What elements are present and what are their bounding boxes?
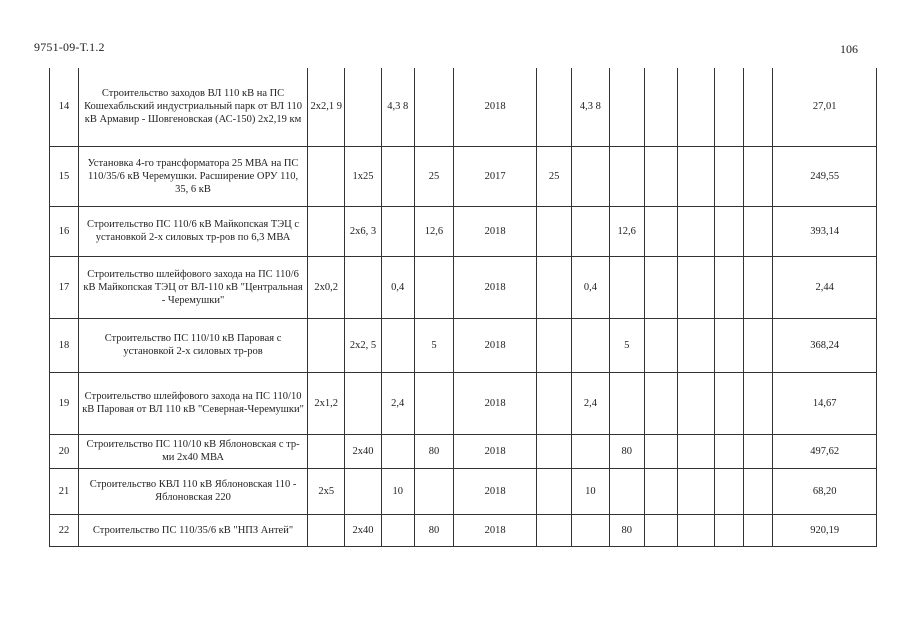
line-length-cell: 2х5 bbox=[308, 468, 345, 514]
capacity-cell-2018: 12,6 bbox=[609, 206, 644, 256]
cost-cell: 2,44 bbox=[773, 256, 877, 318]
year-cell: 2018 bbox=[454, 318, 537, 372]
value-cell-2017: 25 bbox=[537, 146, 572, 206]
line-length-cell bbox=[308, 318, 345, 372]
projects-table bbox=[49, 68, 877, 547]
empty-cell bbox=[644, 318, 677, 372]
table-row bbox=[50, 256, 877, 318]
length-cell-2018: 10 bbox=[572, 468, 609, 514]
total-capacity-cell: 80 bbox=[414, 434, 453, 468]
empty-cell bbox=[744, 206, 773, 256]
empty-cell bbox=[677, 68, 714, 146]
empty-cell bbox=[715, 68, 744, 146]
document-code: 9751-09-Т.1.2 bbox=[34, 40, 105, 54]
total-length-cell: 0,4 bbox=[381, 256, 414, 318]
empty-cell bbox=[644, 434, 677, 468]
value-cell-2017 bbox=[537, 68, 572, 146]
line-length-cell bbox=[308, 146, 345, 206]
table-row bbox=[50, 206, 877, 256]
empty-cell bbox=[744, 514, 773, 546]
empty-cell bbox=[677, 372, 714, 434]
total-length-cell: 4,3 8 bbox=[381, 68, 414, 146]
year-cell: 2017 bbox=[454, 146, 537, 206]
table-row bbox=[50, 146, 877, 206]
empty-cell bbox=[744, 68, 773, 146]
transformer-count-cell bbox=[345, 372, 381, 434]
total-length-cell bbox=[381, 318, 414, 372]
empty-cell bbox=[744, 372, 773, 434]
total-length-cell bbox=[381, 514, 414, 546]
total-length-cell bbox=[381, 146, 414, 206]
total-capacity-cell: 12,6 bbox=[414, 206, 453, 256]
total-length-cell bbox=[381, 434, 414, 468]
row-number: 16 bbox=[50, 206, 79, 256]
line-length-cell bbox=[308, 434, 345, 468]
transformer-count-cell: 2х40 bbox=[345, 434, 381, 468]
year-cell: 2018 bbox=[454, 434, 537, 468]
value-cell-2017 bbox=[537, 468, 572, 514]
length-cell-2018 bbox=[572, 318, 609, 372]
empty-cell bbox=[715, 146, 744, 206]
empty-cell bbox=[677, 434, 714, 468]
row-number: 22 bbox=[50, 514, 79, 546]
row-number: 15 bbox=[50, 146, 79, 206]
length-cell-2018: 2,4 bbox=[572, 372, 609, 434]
page-number: 106 bbox=[840, 42, 858, 56]
table-row bbox=[50, 514, 877, 546]
empty-cell bbox=[677, 146, 714, 206]
empty-cell bbox=[744, 318, 773, 372]
table-row bbox=[50, 68, 877, 146]
value-cell-2017 bbox=[537, 318, 572, 372]
line-length-cell bbox=[308, 514, 345, 546]
transformer-count-cell: 1х25 bbox=[345, 146, 381, 206]
value-cell-2017 bbox=[537, 256, 572, 318]
total-capacity-cell: 80 bbox=[414, 514, 453, 546]
capacity-cell-2018 bbox=[609, 256, 644, 318]
project-description: Строительство заходов ВЛ 110 кВ на ПС Кошехабльский индустриальный парк от ВЛ 110 кВ Армавир - Шовгеновская (АС-150) 2х2,19 км bbox=[79, 68, 308, 146]
line-length-cell: 2х2,1 9 bbox=[308, 68, 345, 146]
empty-cell bbox=[677, 514, 714, 546]
length-cell-2018 bbox=[572, 434, 609, 468]
total-capacity-cell bbox=[414, 468, 453, 514]
capacity-cell-2018: 5 bbox=[609, 318, 644, 372]
empty-cell bbox=[744, 468, 773, 514]
total-length-cell bbox=[381, 206, 414, 256]
total-capacity-cell: 25 bbox=[414, 146, 453, 206]
project-description: Строительство ПС 110/35/6 кВ "НПЗ Антей" bbox=[79, 514, 308, 546]
cost-cell: 368,24 bbox=[773, 318, 877, 372]
capacity-cell-2018: 80 bbox=[609, 434, 644, 468]
value-cell-2017 bbox=[537, 372, 572, 434]
year-cell: 2018 bbox=[454, 256, 537, 318]
length-cell-2018: 4,3 8 bbox=[572, 68, 609, 146]
transformer-count-cell: 2х6, 3 bbox=[345, 206, 381, 256]
transformer-count-cell bbox=[345, 68, 381, 146]
table-row bbox=[50, 468, 877, 514]
empty-cell bbox=[677, 256, 714, 318]
year-cell: 2018 bbox=[454, 514, 537, 546]
row-number: 18 bbox=[50, 318, 79, 372]
table-row bbox=[50, 434, 877, 468]
empty-cell bbox=[644, 256, 677, 318]
row-number: 14 bbox=[50, 68, 79, 146]
empty-cell bbox=[744, 256, 773, 318]
cost-cell: 27,01 bbox=[773, 68, 877, 146]
empty-cell bbox=[644, 468, 677, 514]
capacity-cell-2018 bbox=[609, 146, 644, 206]
value-cell-2017 bbox=[537, 434, 572, 468]
empty-cell bbox=[715, 372, 744, 434]
project-description: Строительство шлейфового захода на ПС 110/10 кВ Паровая от ВЛ 110 кВ "Северная-Черемушки" bbox=[79, 372, 308, 434]
cost-cell: 497,62 bbox=[773, 434, 877, 468]
empty-cell bbox=[644, 68, 677, 146]
empty-cell bbox=[715, 256, 744, 318]
transformer-count-cell: 2х40 bbox=[345, 514, 381, 546]
project-description: Строительство ПС 110/10 кВ Паровая с установкой 2-х силовых тр-ров bbox=[79, 318, 308, 372]
cost-cell: 14,67 bbox=[773, 372, 877, 434]
transformer-count-cell: 2х2, 5 bbox=[345, 318, 381, 372]
capacity-cell-2018 bbox=[609, 68, 644, 146]
total-capacity-cell bbox=[414, 256, 453, 318]
empty-cell bbox=[715, 206, 744, 256]
empty-cell bbox=[677, 206, 714, 256]
project-description: Строительство ПС 110/10 кВ Яблоновская с тр-ми 2х40 МВА bbox=[79, 434, 308, 468]
capacity-cell-2018: 80 bbox=[609, 514, 644, 546]
row-number: 21 bbox=[50, 468, 79, 514]
total-length-cell: 2,4 bbox=[381, 372, 414, 434]
total-capacity-cell: 5 bbox=[414, 318, 453, 372]
line-length-cell: 2х0,2 bbox=[308, 256, 345, 318]
capacity-cell-2018 bbox=[609, 468, 644, 514]
empty-cell bbox=[744, 146, 773, 206]
total-length-cell: 10 bbox=[381, 468, 414, 514]
empty-cell bbox=[744, 434, 773, 468]
length-cell-2018 bbox=[572, 514, 609, 546]
empty-cell bbox=[644, 372, 677, 434]
transformer-count-cell bbox=[345, 468, 381, 514]
year-cell: 2018 bbox=[454, 468, 537, 514]
total-capacity-cell bbox=[414, 372, 453, 434]
table-row bbox=[50, 318, 877, 372]
transformer-count-cell bbox=[345, 256, 381, 318]
project-description: Строительство ПС 110/6 кВ Майкопская ТЭЦ с установкой 2-х силовых тр-ров по 6,3 МВА bbox=[79, 206, 308, 256]
year-cell: 2018 bbox=[454, 372, 537, 434]
cost-cell: 393,14 bbox=[773, 206, 877, 256]
cost-cell: 920,19 bbox=[773, 514, 877, 546]
capacity-cell-2018 bbox=[609, 372, 644, 434]
row-number: 17 bbox=[50, 256, 79, 318]
empty-cell bbox=[644, 514, 677, 546]
year-cell: 2018 bbox=[454, 68, 537, 146]
table-row bbox=[50, 372, 877, 434]
empty-cell bbox=[715, 514, 744, 546]
value-cell-2017 bbox=[537, 514, 572, 546]
line-length-cell: 2х1,2 bbox=[308, 372, 345, 434]
cost-cell: 68,20 bbox=[773, 468, 877, 514]
length-cell-2018 bbox=[572, 146, 609, 206]
empty-cell bbox=[715, 434, 744, 468]
length-cell-2018: 0,4 bbox=[572, 256, 609, 318]
value-cell-2017 bbox=[537, 206, 572, 256]
empty-cell bbox=[677, 468, 714, 514]
project-description: Строительство КВЛ 110 кВ Яблоновская 110 - Яблоновская 220 bbox=[79, 468, 308, 514]
project-description: Установка 4-го трансформатора 25 МВА на ПС 110/35/6 кВ Черемушки. Расширение ОРУ 110, 35, 6 кВ bbox=[79, 146, 308, 206]
row-number: 20 bbox=[50, 434, 79, 468]
cost-cell: 249,55 bbox=[773, 146, 877, 206]
empty-cell bbox=[715, 468, 744, 514]
empty-cell bbox=[677, 318, 714, 372]
empty-cell bbox=[644, 146, 677, 206]
total-capacity-cell bbox=[414, 68, 453, 146]
row-number: 19 bbox=[50, 372, 79, 434]
empty-cell bbox=[644, 206, 677, 256]
line-length-cell bbox=[308, 206, 345, 256]
year-cell: 2018 bbox=[454, 206, 537, 256]
empty-cell bbox=[715, 318, 744, 372]
length-cell-2018 bbox=[572, 206, 609, 256]
project-description: Строительство шлейфового захода на ПС 110/6 кВ Майкопская ТЭЦ от ВЛ-110 кВ "Центральная - Черемушки" bbox=[79, 256, 308, 318]
